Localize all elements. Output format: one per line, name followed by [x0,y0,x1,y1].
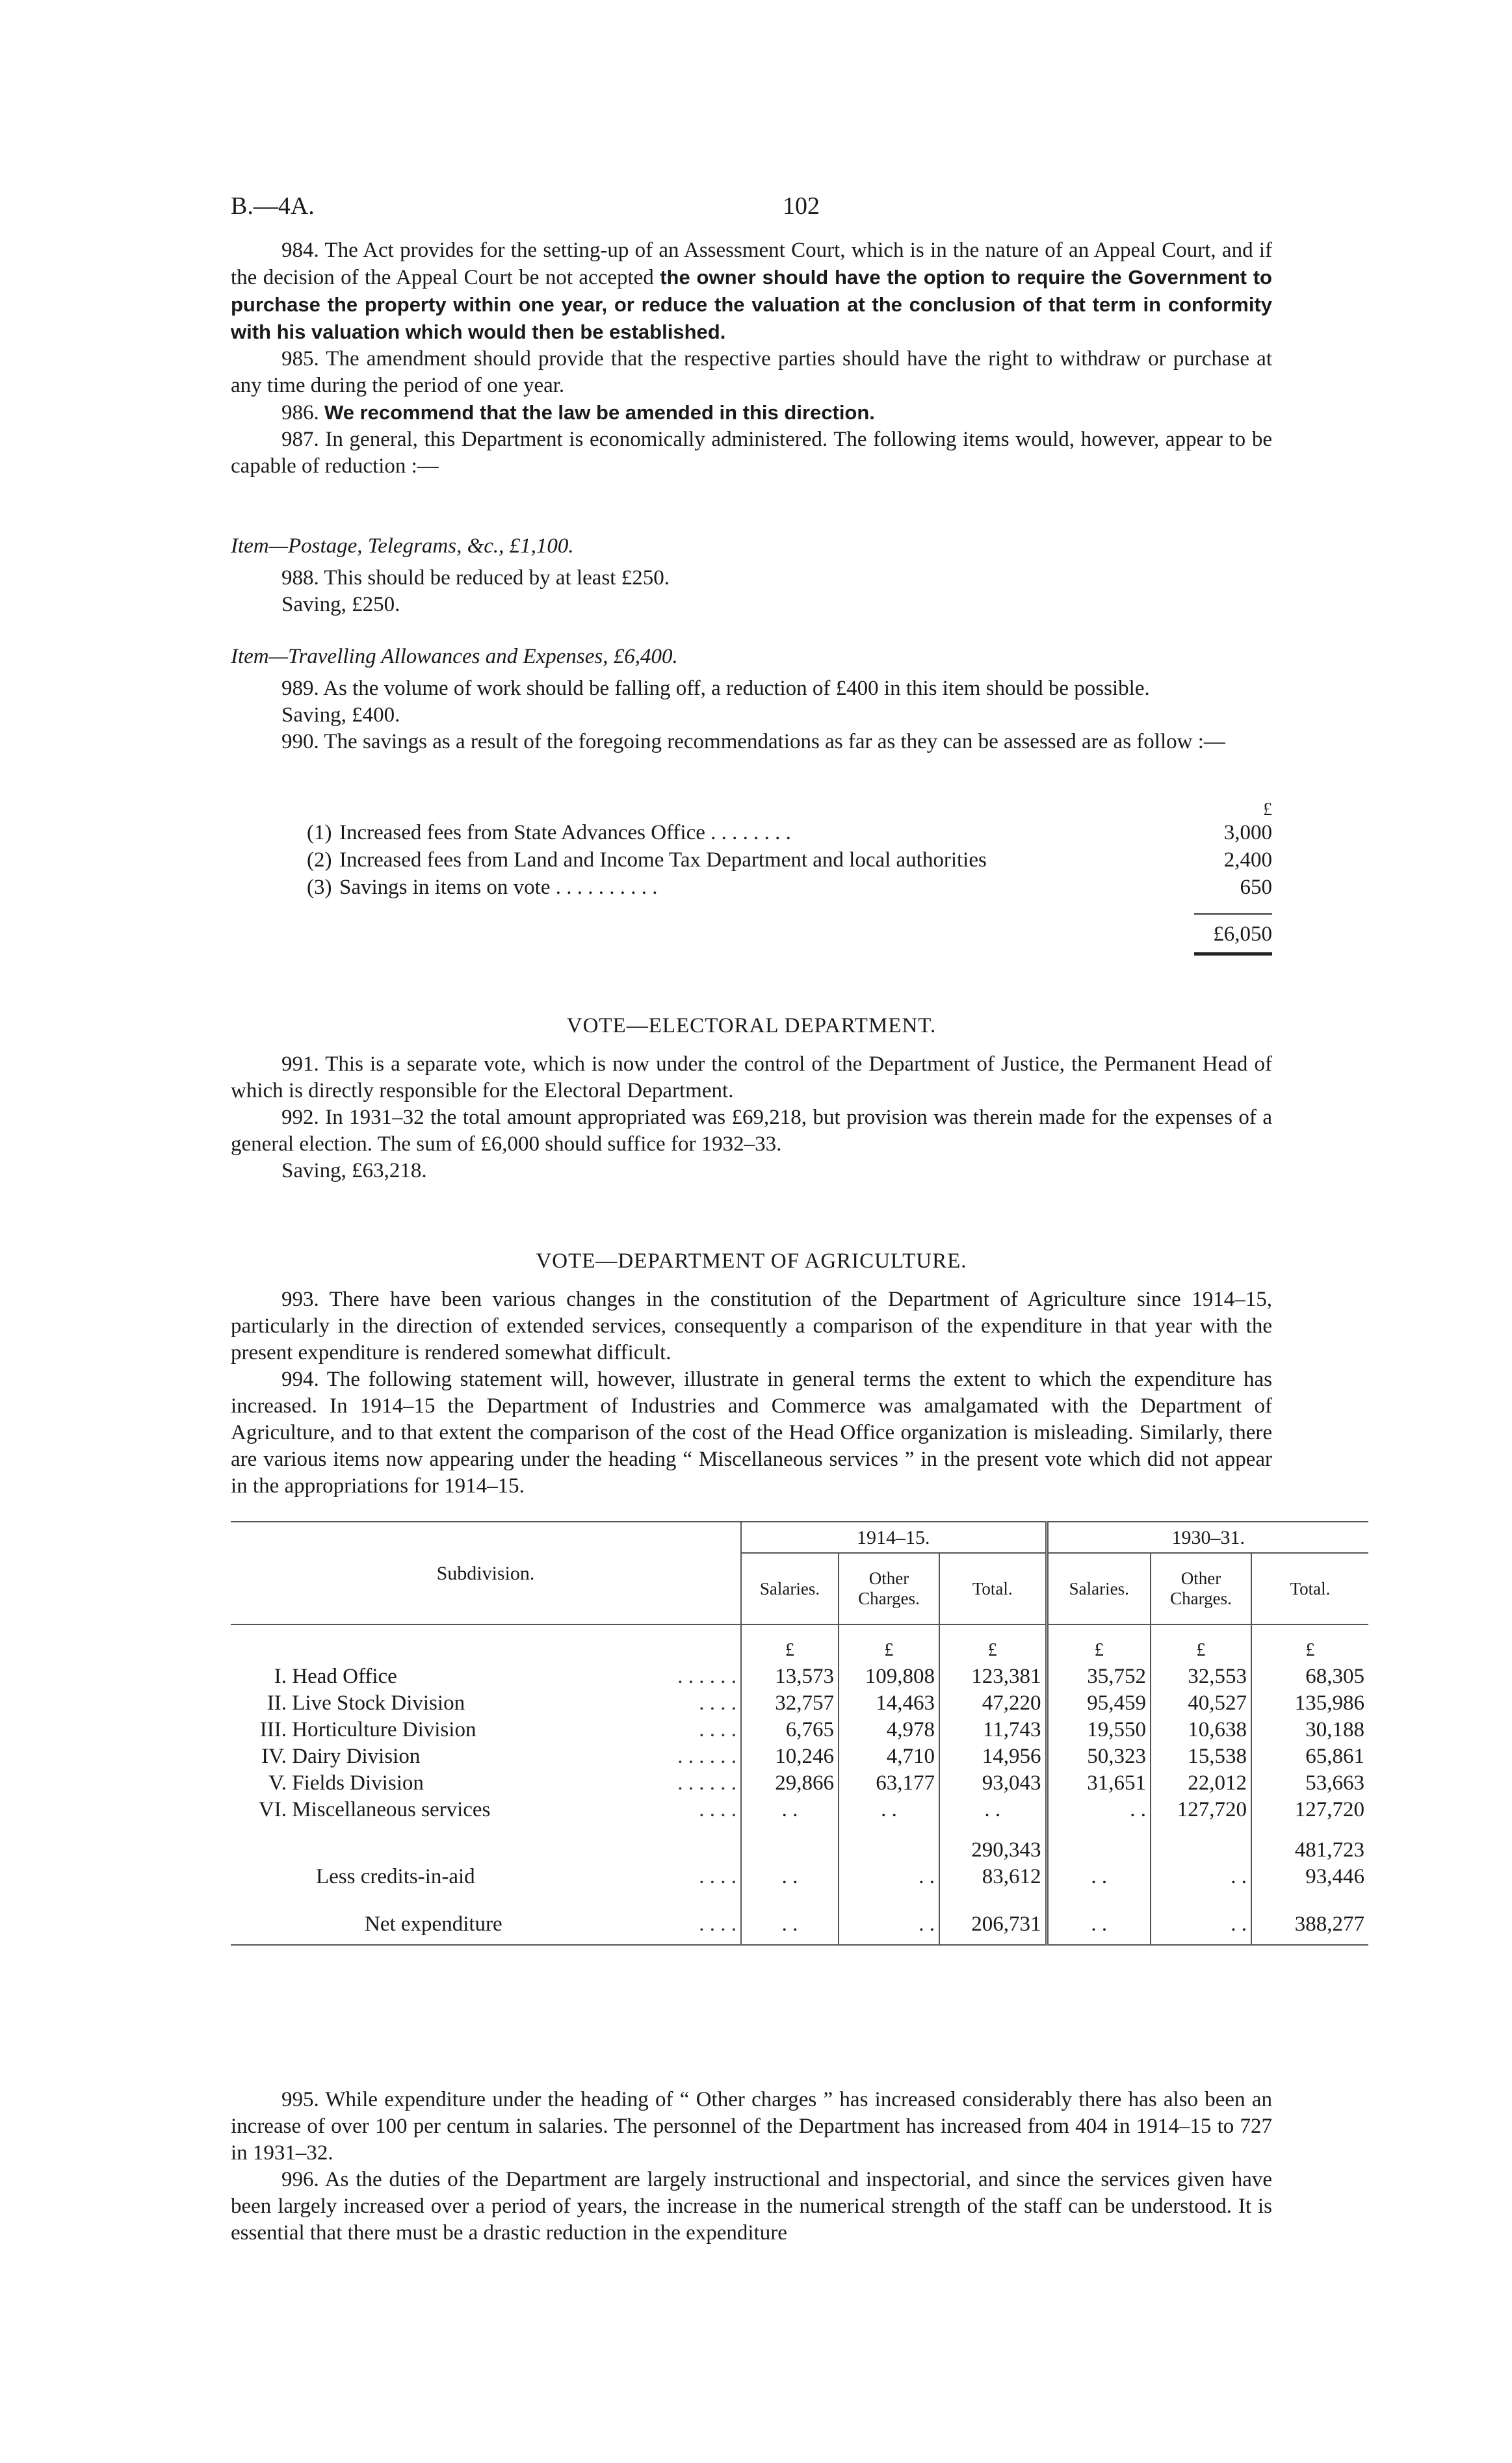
savings-item-text: Increased fees from State Advances Office . . . . . . . . [339,821,791,844]
table-row [231,1663,1368,1690]
currency-cell: £ [1151,1624,1251,1663]
net-expenditure-1930: 388,277 [1251,1905,1368,1945]
expenditure-table [231,1521,1368,1946]
saving-250: Saving, £250. [281,593,400,616]
row-label: I. Head Office . . . . . . [274,1665,736,1688]
item-postage-heading: Item—Postage, Telegrams, &c., £1,100. [231,534,574,558]
table-row [231,1797,1368,1823]
saving-400: Saving, £400. [281,703,400,727]
document-page [231,0,1372,2463]
savings-item-number: (3) [307,876,332,899]
cell-value: 135,986 [1251,1690,1368,1717]
paragraph-986-emphasis: We recommend that the law be amended in this direction. [324,401,875,424]
total-double-rule [1194,952,1272,956]
paragraph-993: 993. There have been various changes in the constitution of the Department of Agriculture since 1914–15, particularly in the direction of extended services, consequently a comparison of the expenditure in that year with the present expenditure is rendered somewhat difficult. [231,1288,1272,1364]
savings-item [307,820,1272,847]
table-header-periods [231,1522,1368,1553]
cell-value: 14,956 [939,1743,1047,1770]
paragraph-986 [231,399,1272,426]
cell-value: 4,978 [839,1717,939,1743]
empty-cell: . . [741,1905,839,1945]
currency-cell: £ [741,1624,839,1663]
cell-value: 13,573 [741,1663,839,1690]
cell-value: 6,765 [741,1717,839,1743]
empty-cell: . . [839,1864,939,1890]
paragraph-984 [231,237,1272,346]
cell-value: . . [839,1797,939,1823]
cell-value: 93,043 [939,1770,1047,1797]
cell-value: 35,752 [1047,1663,1151,1690]
savings-item [307,874,1272,902]
cell-value: 127,720 [1151,1797,1251,1823]
row-label: VI. Miscellaneous services . . . . [258,1798,736,1821]
currency-cell: £ [1047,1624,1151,1663]
savings-item-number: (2) [307,848,332,872]
cell-value: 65,861 [1251,1743,1368,1770]
savings-item-text: Increased fees from Land and Income Tax Department and local authorities [339,848,987,872]
savings-total-row [307,921,1272,948]
savings-item-value: 650 [1240,876,1272,899]
empty-cell: . . [1151,1905,1251,1945]
total-rule [1194,913,1272,915]
empty-cell: . . [1047,1905,1151,1945]
row-label: IV. Dairy Division . . . . . . [261,1745,736,1768]
col-total-1914: Total. [939,1553,1047,1624]
cell-value: . . [1047,1797,1151,1823]
section-agriculture [231,1248,1272,1500]
cell-value: 68,305 [1251,1663,1368,1690]
agriculture-heading: VOTE—DEPARTMENT OF AGRICULTURE. [536,1249,967,1273]
item-travelling-heading: Item—Travelling Allowances and Expenses, £6,400. [231,645,678,668]
paragraph-992: 992. In 1931–32 the total amount appropriated was £69,218, but provision was therein made for the expenses of a general election. The sum of £6,000 should suffice for 1932–33. [231,1106,1272,1156]
section-electoral [231,1013,1272,1184]
empty-cell: . . [1047,1864,1151,1890]
row-label: V. Fields Division . . . . . . [268,1771,736,1795]
cell-value: 40,527 [1151,1690,1251,1717]
row-label: II. Live Stock Division . . . . [267,1691,736,1715]
paragraphs-984-987 [231,237,1272,480]
saving-63218: Saving, £63,218. [281,1159,427,1182]
cell-value: 95,459 [1047,1690,1151,1717]
paragraph-984-text: 984. The Act provides for the setting-up of an Assessment Court, which is in the nature of an Appeal Court, and if the decision of the Appeal Court be not accepted [231,239,1272,289]
cell-value: 10,638 [1151,1717,1251,1743]
table-row [231,1690,1368,1717]
empty-cell: . . [839,1905,939,1945]
item-postage [231,533,1272,618]
table-currency-row [231,1624,1368,1663]
cell-value: 10,246 [741,1743,839,1770]
document-reference: B.—4A. [231,192,315,220]
paragraph-991: 991. This is a separate vote, which is now under the control of the Department of Justice, the Permanent Head of which is directly responsible for the Electoral Department. [231,1052,1272,1102]
table-net-expenditure-row [231,1905,1368,1945]
table-less-credits-row [231,1864,1368,1890]
cell-value: . . [741,1797,839,1823]
subdivision-header: Subdivision. [436,1562,535,1584]
cell-value: 32,757 [741,1690,839,1717]
paragraph-996: 996. As the duties of the Department are largely instructional and inspectorial, and since the services given have been largely increased over a period of years, the increase in the numerical strength of the staff can be understood. It is essential that there must be a drastic reduction in the expenditure [231,2168,1272,2245]
savings-rule [307,902,1272,921]
less-credits-1930: 93,446 [1251,1864,1368,1890]
less-credits-label: Less credits-in-aid . . . . [316,1865,736,1888]
paragraph-987: 987. In general, this Department is economically administered. The following items would, however, appear to be capable of reduction :— [231,428,1272,478]
table-row [231,1743,1368,1770]
empty-cell: . . [741,1864,839,1890]
page-header [231,193,1372,226]
currency-cell: £ [939,1624,1047,1663]
cell-value: . . [939,1797,1047,1823]
net-expenditure-label: Net expenditure . . . . [365,1912,736,1936]
net-expenditure-1914: 206,731 [939,1905,1047,1945]
cell-value: 15,538 [1151,1743,1251,1770]
savings-list [307,796,1272,961]
paragraph-990: 990. The savings as a result of the foregoing recommendations as far as they can be assessed are as follow :— [281,730,1225,753]
col-total-1930: Total. [1251,1553,1368,1624]
paragraph-986-number: 986. [281,401,324,424]
cell-value: 30,188 [1251,1717,1368,1743]
col-other-1914: Other Charges. [839,1553,939,1624]
less-credits-1914: 83,612 [939,1864,1047,1890]
cell-value: 14,463 [839,1690,939,1717]
cell-value: 22,012 [1151,1770,1251,1797]
cell-value: 19,550 [1047,1717,1151,1743]
row-label: III. Horticulture Division . . . . [259,1718,736,1741]
savings-item [307,847,1272,874]
savings-total: £6,050 [1213,922,1272,946]
currency-symbol: £ [1263,800,1272,820]
cell-value: 4,710 [839,1743,939,1770]
period-1930-header: 1930–31. [1047,1522,1368,1553]
item-travelling [231,644,1272,755]
col-salaries-1914: Salaries. [741,1553,839,1624]
savings-item-number: (1) [307,821,332,844]
currency-cell: £ [1251,1624,1368,1663]
cell-value: 31,651 [1047,1770,1151,1797]
paragraph-994: 994. The following statement will, however, illustrate in general terms the extent to which the expenditure has increased. In 1914–15 the Department of Industries and Commerce was amalgamated with the Department of Agriculture, and to that extent the comparison of the cost of the Head Office organization is misleading. Similarly, there are various items now appearing under the heading “ Miscellaneous services ” in the present vote which did not appear in the appropriations for 1914–15. [231,1368,1272,1498]
table-gross-total-row [231,1823,1368,1864]
cell-value: 11,743 [939,1717,1047,1743]
col-salaries-1930: Salaries. [1047,1553,1151,1624]
paragraph-984-emphasis: the owner should have the option to require the Government to purchase the property within one year, or reduce the valuation at the conclusion of that term in conformity with his valuation which would then be established. [231,266,1272,343]
cell-value: 109,808 [839,1663,939,1690]
electoral-heading: VOTE—ELECTORAL DEPARTMENT. [566,1014,937,1037]
cell-value: 63,177 [839,1770,939,1797]
gross-total-1914: 290,343 [939,1823,1047,1864]
period-1914-header: 1914–15. [741,1522,1047,1553]
col-other-1930: Other Charges. [1151,1553,1251,1624]
cell-value: 29,866 [741,1770,839,1797]
table-row [231,1717,1368,1743]
cell-value: 127,720 [1251,1797,1368,1823]
cell-value: 32,553 [1151,1663,1251,1690]
closing-paragraphs [231,2087,1272,2247]
cell-value: 50,323 [1047,1743,1151,1770]
savings-item-text: Savings in items on vote . . . . . . . . . . [339,876,658,899]
empty-cell: . . [1151,1864,1251,1890]
savings-currency-row [307,796,1272,820]
paragraph-985: 985. The amendment should provide that the respective parties should have the right to withdraw or purchase at any time during the period of one year. [231,347,1272,397]
savings-item-value: 3,000 [1223,821,1272,844]
cell-value: 47,220 [939,1690,1047,1717]
cell-value: 123,381 [939,1663,1047,1690]
savings-item-value: 2,400 [1223,848,1272,872]
table-row [231,1770,1368,1797]
cell-value: 53,663 [1251,1770,1368,1797]
gross-total-1930: 481,723 [1251,1823,1368,1864]
paragraph-995: 995. While expenditure under the heading of “ Other charges ” has increased considerably there has also been an increase of over 100 per centum in salaries. The personnel of the Department has increased from 404 in 1914–15 to 727 in 1931–32. [231,2088,1272,2165]
table-spacer-row [231,1890,1368,1905]
currency-cell: £ [839,1624,939,1663]
page-number: 102 [783,192,820,220]
paragraph-989: 989. As the volume of work should be falling off, a reduction of £400 in this item should be possible. [281,677,1150,700]
paragraph-988: 988. This should be reduced by at least £250. [281,566,670,590]
savings-double-rule [307,948,1272,961]
